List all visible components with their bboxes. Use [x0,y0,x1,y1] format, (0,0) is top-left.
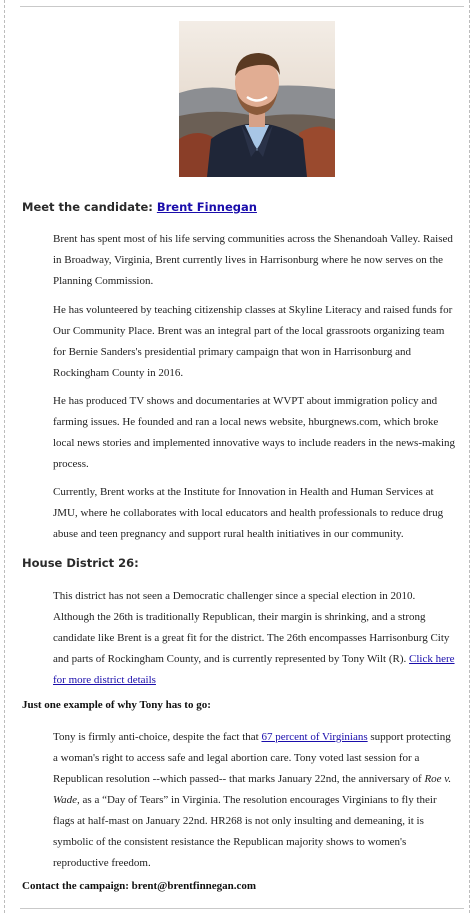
bio-paragraph-1: Brent has spent most of his life serving communities across the Shenandoah Valley. Raised in Broadway, Virginia, Brent currently lives in Harrisonburg where he now serves on the Planning Commission. [53,233,453,287]
district-paragraph [53,586,457,691]
virginians-percent-link[interactable]: 67 percent of Virginians [261,731,368,743]
district-text: This district has not seen a Democratic challenger since a special election in 2010. Although the 26th is traditionally Republican, their margin is shrinking, and a strong candidate like Brent is a great fit for the district. The 26th encompasses Harrisonburg City and parts of Rockingham County, and is currently represented by Tony Wilt (R). [53,590,450,665]
candidate-portrait-icon [179,21,335,177]
roe-v-wade-italic: Roe v. Wade, [53,773,452,806]
district-heading: House District 26: [22,556,139,570]
meet-candidate-label: Meet the candidate: [22,200,153,214]
tony-text-1: Tony is firmly anti-choice, despite the fact that [53,731,262,743]
candidate-photo [179,21,335,177]
tony-text-3: as a “Day of Tears” in Virginia. The resolution encourages Virginians to fly their flags at half-mast on January 22nd. HR268 is not only insulting and demeaning, it is symbolic of the consistent resistance the Republican majority shows to women's reproductive freedom. [53,794,437,869]
top-divider [20,6,464,7]
right-border [469,0,470,913]
candidate-name-link[interactable]: Brent Finnegan [156,200,257,214]
left-border [4,0,5,913]
bottom-divider [20,908,464,909]
tony-text-2: support protecting a woman's right to access safe and legal abortion care. Tony voted last session for a Republican resolution --which passed-- that marks January 22nd, the anniversary of [53,731,451,785]
contact-line: Contact the campaign: brent@brentfinnegan.com [22,880,257,892]
bio-paragraph-2: He has volunteered by teaching citizenship classes at Skyline Literacy and raised funds for Our Community Place. Brent was an integral part of the local grassroots organizing team for Bernie Sanders's presidential primary campaign that won in Harrisonburg and Rockingham County in 2016. [53,304,453,379]
district-details-link[interactable]: Click here for more district details [53,653,455,686]
bio-paragraph-4: Currently, Brent works at the Institute for Innovation in Health and Human Services at JMU, where he collaborates with local educators and health professionals to reduce drug abuse and teen pregnancy and support rural health initiatives in our community. [53,486,444,540]
tony-paragraph [53,727,457,874]
tony-heading: Just one example of why Tony has to go: [22,699,211,711]
bio-paragraph-3: He has produced TV shows and documentaries at WVPT about immigration policy and farming issues. He founded and ran a local news website, hburgnews.com, which broke local news stories and implemented innovative ways to include readers in the news-making process. [53,395,455,470]
meet-candidate-heading [22,200,257,214]
